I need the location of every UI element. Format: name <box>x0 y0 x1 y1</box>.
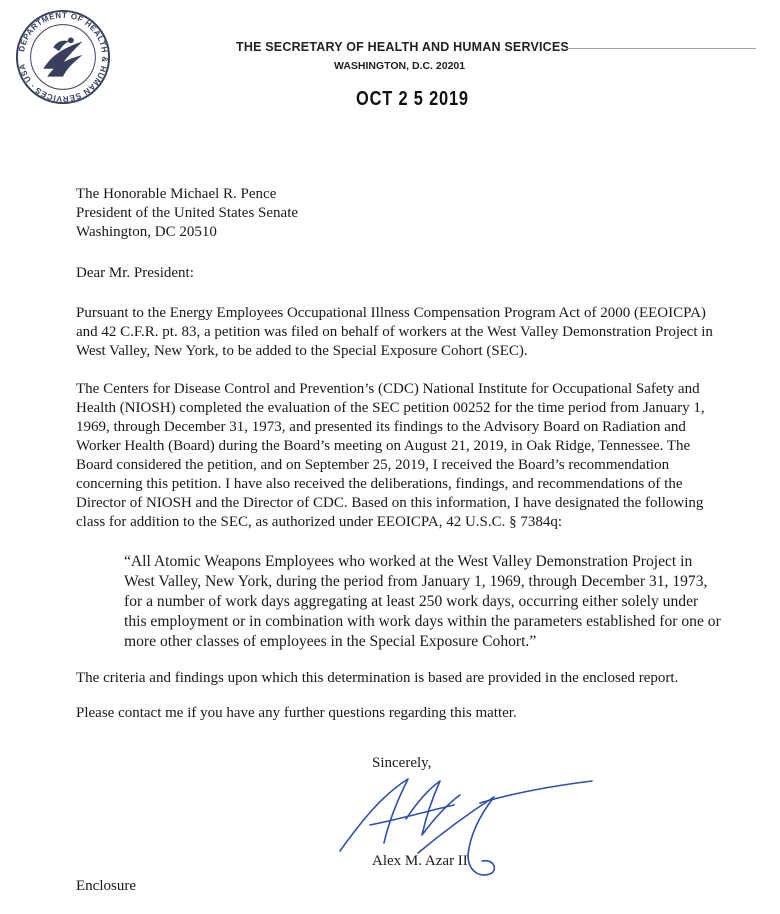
letterhead-location: WASHINGTON, D.C. 20201 <box>334 60 466 72</box>
recipient-line-3: Washington, DC 20510 <box>76 224 217 240</box>
date-stamp: OCT 2 5 2019 <box>356 88 469 110</box>
salutation: Dear Mr. President: <box>76 265 194 281</box>
enclosure-note: Enclosure <box>76 878 136 894</box>
hhs-seal-logo <box>14 8 112 106</box>
signature-block <box>372 755 672 875</box>
paragraph-criteria: The criteria and findings upon which this determination is based are provided in the enclosed report. <box>76 670 679 686</box>
letter-body <box>76 185 721 723</box>
paragraph-contact: Please contact me if you have any further questions regarding this matter. <box>76 705 517 721</box>
closing: Sincerely, <box>372 755 432 771</box>
letterhead <box>236 40 756 72</box>
class-definition-quote: “All Atomic Weapons Employees who worked at the West Valley Demonstration Project in West Valley, New York, during the period from January 1, 1969, through December 31, 1973, for a number of work days aggregating at least 250 work days, occurring either solely under this employment or in combination with work days within the parameters established for one or more other classes of employees in the Special Exposure Cohort.” <box>124 553 721 650</box>
paragraph-evaluation: The Centers for Disease Control and Prevention’s (CDC) National Institute for Occupational Safety and Health (NIOSH) completed the evaluation of the SEC petition 00252 for the time period from January 1, 1969, through December 31, 1973, and presented its findings to the Advisory Board on Radiation and Worker Health (Board) during the Board’s meeting on August 21, 2019, in Oak Ridge, Tennessee. The Board considered the petition, and on September 25, 2019, I received the Board’s recommendation concerning this petition. I have also received the deliberations, findings, and recommendations of the Director of NIOSH and the Director of CDC. Based on this information, I have designated the following class for addition to the SEC, as authorized under EEOICPA, 42 U.S.C. § 7384q: <box>76 381 705 530</box>
recipient-line-2: President of the United States Senate <box>76 205 299 221</box>
letterhead-title: THE SECRETARY OF HEALTH AND HUMAN SERVICES <box>236 40 569 54</box>
seal-ring-text: DEPARTMENT OF HEALTH & HUMAN SERVICES · USA <box>17 10 110 104</box>
recipient-line-1: The Honorable Michael R. Pence <box>76 186 277 202</box>
paragraph-petition: Pursuant to the Energy Employees Occupational Illness Compensation Program Act of 2000 (EEOICPA) and 42 C.F.R. pt. 83, a petition was filed on behalf of workers at the West Valley Demonstration Project in West Valley, New York, to be added to the Special Exposure Cohort (SEC). <box>76 305 713 359</box>
recipient-address <box>76 185 716 242</box>
signer-name: Alex M. Azar II <box>372 853 468 869</box>
letterhead-rule <box>566 48 756 49</box>
